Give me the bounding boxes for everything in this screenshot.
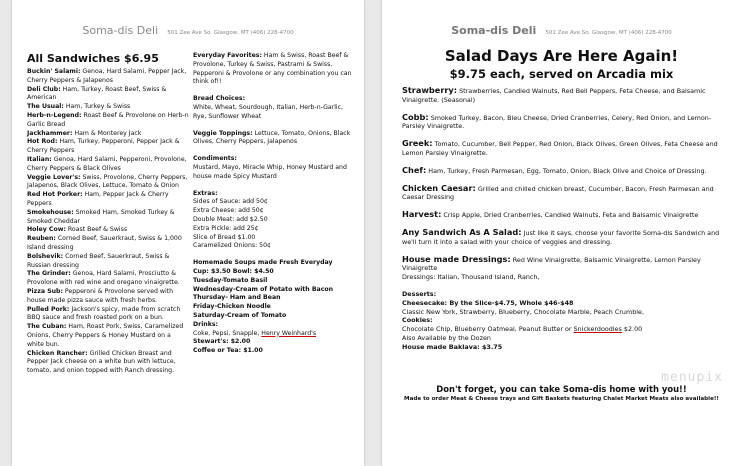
salad-item [402,228,732,247]
salad-name: Any Sandwich As A Salad: [402,226,522,237]
soups-price: Cup: $3.50 Bowl: $4.50 [193,267,274,275]
desserts-label: Desserts: [402,289,437,298]
sandwich-name: Buckin' Salami: [27,68,81,75]
sandwich-item [27,138,189,156]
salad-item [402,166,732,176]
salad-desc: Tomato, Cucumber, Bell Pepper, Red Onion, Black Olives, Green Olives, Feta Cheese and Lemon Parsley Vinaigrette. [402,140,718,157]
footer-line1: Don't forget, you can take Soma-dis home with you!! [436,384,687,394]
sandwich-name: The Usual: [27,103,64,111]
sandwich-desc: Ham & Monterey Jack [74,129,142,137]
sandwich-name: Pizza Sub: [27,287,63,295]
sandwich-desc: Pepperoni & Provolone served with house made pizza sauce with fresh herbs. [27,287,174,304]
middle-column [193,52,353,356]
sandwich-name: Holey Cow: [27,226,66,234]
dressings-label: House made Dressings: [402,253,511,264]
sandwich-list [27,52,189,376]
sandwich-desc: Swiss, Provolone, Cherry Peppers, Jalapenos, Black Olives, Lettuce, Tomato & Onion [27,173,188,190]
salad-list [402,86,732,352]
sandwich-item [27,209,189,227]
sandwich-desc: Ham, Turkey, Pepperoni, Pepper Jack & Cherry Peppers [27,138,180,155]
sandwich-item [27,253,189,271]
cookies-list: Chocolate Chip, Blueberry Oatmeal, Peanut Butter or [402,325,574,334]
cookies-snicker: Snickerdoodles [573,325,622,334]
menu-page-right [382,0,741,466]
sandwich-item [27,174,189,192]
baklava: House made Baklava: $3.75 [402,342,503,351]
sandwich-item [27,270,189,288]
sandwich-item [27,288,189,306]
header [382,19,741,38]
sandwich-desc: Roast Beef & Swiss [67,226,128,234]
extras-item: Double Meat: add $2.50 [193,215,268,223]
dressings-line: Dressings: Italian, Thousand Island, Ranch, [402,273,540,282]
extras-item: Extra Cheese: add 50¢ [193,207,264,215]
sandwich-name: Herb-n-Legend: [27,111,82,119]
sandwich-item [27,103,189,112]
header [12,19,364,38]
sandwich-name: Jackhammer: [27,129,73,137]
sandwich-name: Red Hot Porker: [27,191,83,199]
sandwich-item [27,323,189,349]
sandwich-desc: Genoa, Hard Salami, Pepper Jack, Cherry Peppers & Jalapenos [27,68,187,84]
sandwich-name: Pulled Pork: [27,305,70,313]
soup-day: Friday-Chicken Noodle [193,303,271,311]
sandwich-desc: Grilled Chicken Breast and Pepper Jack cheese on a white bun with lettuce, tomato, and onion topped with Ranch dressing. [27,349,176,375]
soup-day: Wednesday-Cream of Potato with Bacon [193,285,334,293]
sandwich-desc: Smoked Ham, Smoked Turkey & Smoked Cheddar [27,208,175,225]
sandwich-desc: Corned Beef, Sauerkraut, Swiss & Russian dressing [27,252,170,269]
bread-text: White, Wheat, Sourdough, Italian, Herb-n-Garlic, Rye, Sunflower Wheat [193,103,344,120]
sandwich-item [27,86,189,104]
cookies-label: Cookies: [402,316,433,325]
menu-page-left [12,0,364,466]
salad-desc: Just like it says, choose your favorite Soma-dis Sandwich and we'll turn it into a salad with your choice of veggies and dressing. [402,228,720,246]
sandwich-item [27,112,189,130]
condiments-text: Mustard, Mayo, Miracle Whip, Honey Mustard and house made Spicy Mustard [193,163,347,180]
veggie-label: Veggie Toppings: [193,129,253,137]
sandwich-item [27,306,189,324]
sandwich-name: Reuben: [27,235,56,243]
sandwich-item [27,226,189,235]
salad-desc: Strawberries, Candied Walnuts, Red Bell Peppers, Feta Cheese, and Balsamic Vinaigrette. (Seasonal) [402,87,706,104]
salad-desc: Crisp Apple, Dried Cranberries, Candied Walnuts, Feta and Balsamic Vinaigrette [443,211,699,220]
cheesecake-flavors: Classic New York, Strawberry, Blueberry, Chocolate Marble, Peach Crumble, [402,307,645,316]
extras-item: Extra Pickle: add 25¢ [193,224,259,232]
salad-item [402,113,732,132]
favorites-text: Ham & Swiss, Roast Beef & Provolone, Turkey & Swiss, Pastrami & Swiss, Pepperoni & Provolone or any combination you can think of!! [193,52,352,86]
sandwich-desc: Roast Beef & Provolone on Herb-n Garlic Bread [27,111,189,128]
sandwich-desc: Genoa, Hard Salami, Prosciutto & Provolone with red wine and oregano vinaigrette. [27,270,180,287]
sandwich-name: Veggie Lover's: [27,173,81,181]
sandwich-desc: Ham, Roast Pork, Swiss, Caramelized Onions, Cherry Peppers & Honey Mustard on a white bun. [27,323,184,348]
soups-heading: Homemade Soups made Fresh Everyday [193,259,333,267]
salad-desc: Grilled and chilled chicken breast, Cucumber, Bacon, Fresh Parmesan and Caesar Dressing [402,184,714,202]
sandwich-item [27,350,189,376]
drinks-price: Stewart's: $2.00 [193,338,251,346]
salad-name: Chicken Caesar: [402,182,476,193]
salads-title: Salad Days Are Here Again! [444,47,679,65]
sandwich-name: Hot Rod: [27,138,58,146]
sandwich-name: Italian: [27,155,52,163]
desserts-section [402,290,732,352]
footer-line2: Made to order Meat & Cheese trays and Gift Baskets featuring Chalet Market Meats also available!! [404,396,719,402]
soup-day: Saturday-Cream of Tomato [193,311,287,319]
cookies-price: $2.00 [621,325,643,334]
sandwich-name: Smokehouse: [27,208,74,216]
salad-name: Harvest: [402,209,442,220]
sandwich-name: The Cuban: [27,323,67,331]
salad-item [402,86,732,105]
sandwich-name: The Grinder: [27,270,71,278]
sandwich-name: Bolshevik: [27,252,64,260]
dressings-text: Red Wine Vinaigrette, Balsamic Vinaigrette, Lemon Parsley Vinaigrette [402,255,701,273]
sandwich-item [27,191,189,209]
sandwich-item [27,68,189,86]
extras-item: Caramelized Onions: 50¢ [193,242,271,250]
sandwich-desc: Ham, Turkey, Roast Beef, Swiss & American [27,85,167,102]
sandwich-name: Deli Club: [27,85,61,93]
drinks-price: Coffee or Tea: $1.00 [193,347,263,355]
sandwich-item [27,156,189,174]
sandwich-desc: Ham, Pepper Jack & Cherry Peppers [27,191,169,207]
salad-name: Chef: [402,164,427,175]
sandwich-desc: Jackson's spicy, made from scratch BBQ sauce and fresh roasted pork on a bun. [27,305,181,322]
watermark: menupix [661,370,723,385]
soup-day: Tuesday-Tomato Basil [193,276,268,284]
salad-name: Strawberry: [402,85,458,95]
sandwich-item [27,130,189,139]
sandwich-desc: Corned Beef, Sauerkraut, Swiss & 1,000 Island dressing [27,235,182,251]
deli-address: 501 Zee Ave So. Glasgow, MT (406) 228-4700 [545,30,672,36]
sandwich-desc: Genoa, Hard Salami, Pepperoni, Provolone, Cherry Peppers & Black Olives [27,155,187,172]
drinks-list: Coke, Pepsi, Snapple, [193,329,262,337]
salad-name: Cobb: [402,111,429,122]
sandwich-name: Chicken Rancher: [27,349,88,357]
deli-address: 501 Zee Ave So. Glasgow, MT (406) 228-4700 [167,30,294,36]
salad-item [402,184,732,203]
condiments-label: Condiments: [193,155,237,163]
dozen-note: Also Available by the Dozen [402,333,491,342]
salad-item [402,210,732,220]
salad-desc: Smoked Turkey, Bacon, Bleu Cheese, Dried Cranberries, Celery, Red Onion, and Lemon-Parsley Vinaigrette. [402,113,712,131]
extras-item: Sides of Sauce: add 50¢ [193,198,268,206]
deli-name: Soma-dis Deli [451,24,537,37]
salad-desc: Ham, Turkey, Fresh Parmesan, Egg, Tomato, Onion, Black Olive and Choice of Dressing. [428,166,707,175]
salad-item [402,139,732,158]
extras-label: Extras: [193,189,218,197]
sandwich-desc: Ham, Turkey & Swiss [65,103,131,111]
salad-name: Greek: [402,138,433,149]
drinks-label: Drinks: [193,320,218,328]
extras-item: Slice of Bread $1.00 [193,233,256,241]
salads-subtitle: $9.75 each, served on Arcadia mix [449,67,674,81]
bread-label: Bread Choices: [193,95,246,103]
cheesecake: Cheesecake: By the Slice-$4.75, Whole $46-$48 [402,298,574,307]
sandwiches-heading: All Sandwiches $6.95 [27,52,159,65]
deli-name: Soma-dis Deli [82,24,159,37]
veggie-text: Lettuce, Tomato, Onions, Black Olives, Cherry Peppers, Jalapenos [193,129,351,146]
favorites-label: Everyday Favorites: [193,52,262,59]
sandwich-item [27,235,189,253]
drinks-brand: Henry Weinhard's [261,329,317,337]
soup-day: Thursday- Ham and Bean [193,294,281,302]
